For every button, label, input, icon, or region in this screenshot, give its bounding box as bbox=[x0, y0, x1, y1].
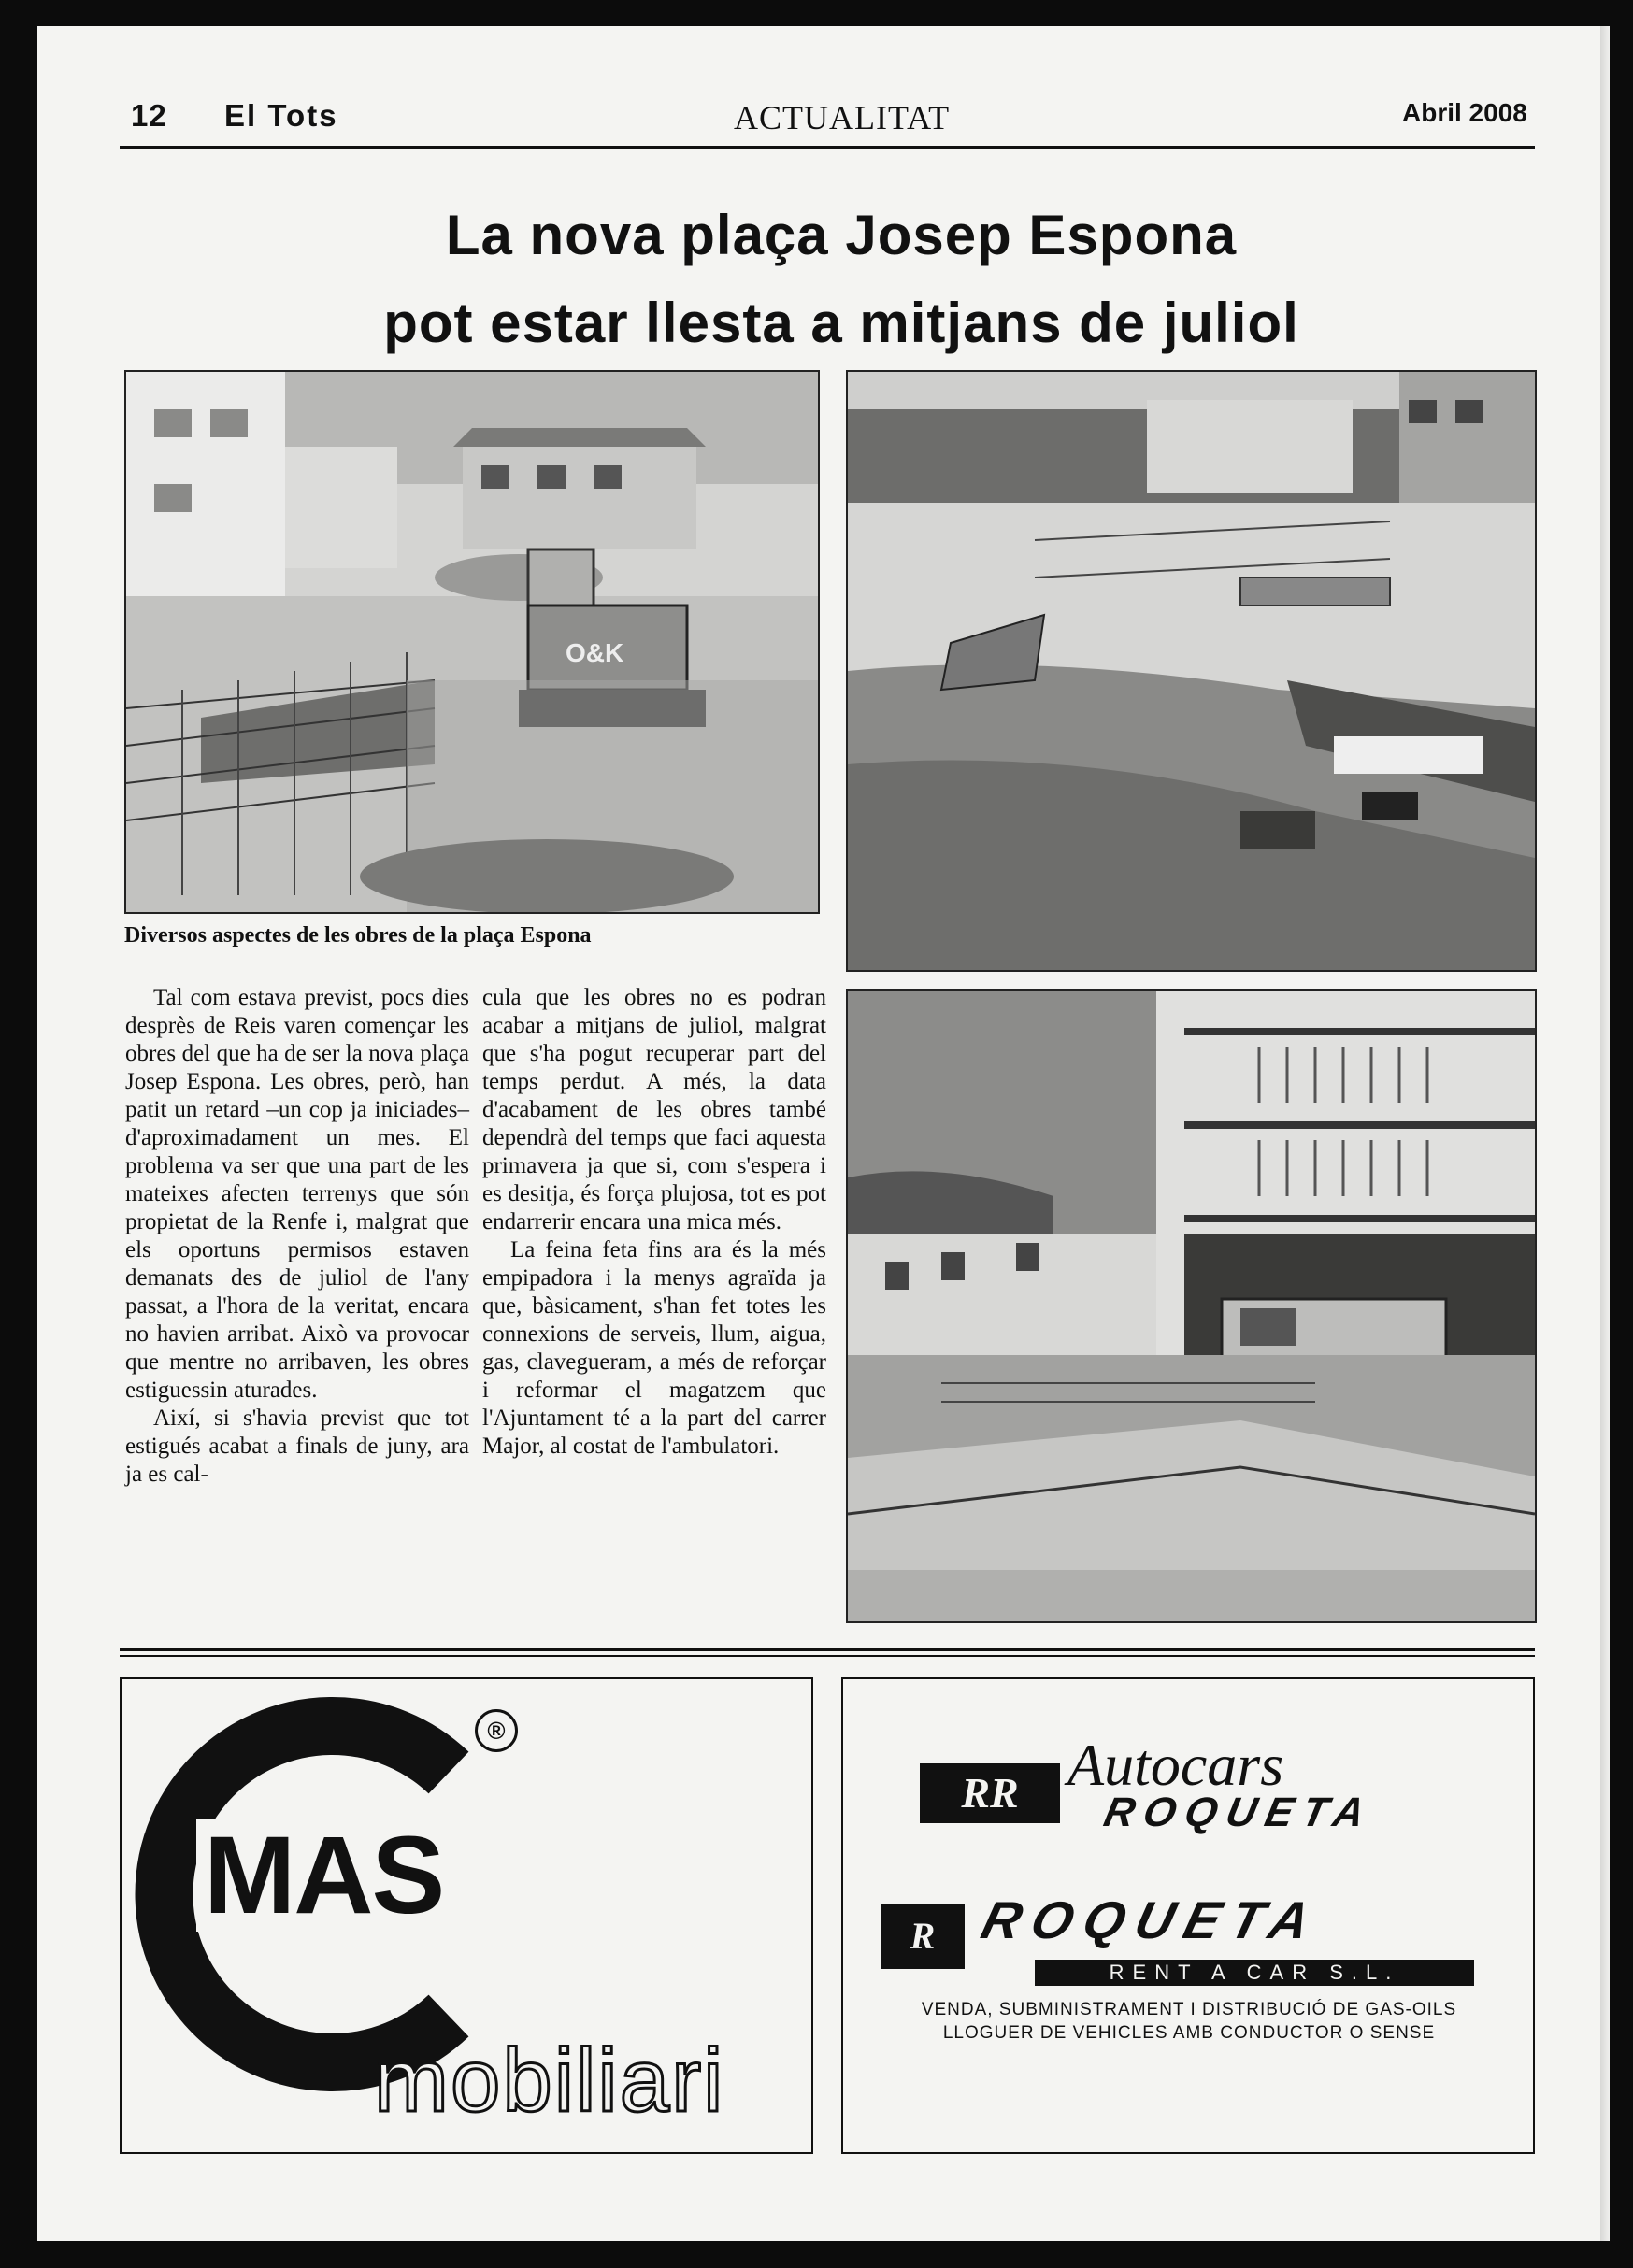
ad-roqueta bbox=[841, 1677, 1535, 2154]
photo-excavator-image bbox=[126, 372, 818, 912]
photo-caption: Diversos aspectes de les obres de la plaça Espona bbox=[124, 923, 592, 948]
publication-name: El Tots bbox=[224, 98, 338, 133]
ad-mas-mobiliari bbox=[120, 1677, 813, 2154]
excavator-sign: O&K bbox=[566, 638, 624, 667]
mas-wordmark: MAS bbox=[196, 1819, 451, 1932]
article-title-line1: La nova plaça Josep Espona bbox=[445, 204, 1238, 266]
photo-trench-image bbox=[848, 372, 1535, 970]
header-rule bbox=[120, 146, 1535, 149]
autocars-script: Autocars bbox=[1067, 1732, 1284, 1798]
mobiliari-wordmark: mobiliari bbox=[374, 2031, 725, 2131]
photo-excavator bbox=[124, 370, 820, 914]
article-title bbox=[280, 192, 1402, 367]
photo-street-image bbox=[848, 991, 1535, 1621]
roqueta-rent-wordmark: ROQUETA bbox=[976, 1890, 1327, 1949]
rent-a-car-bar: RENT A CAR S.L. bbox=[1035, 1960, 1474, 1986]
page-number: 12 bbox=[131, 98, 167, 133]
paragraph: Així, si s'havia previst que tot estigués acabat a finals de juny, ara ja es cal- bbox=[125, 1405, 469, 1487]
paragraph: Tal com estava previst, pocs dies desprès de Reis varen començar les obres del que ha de ser la nova plaça Josep Espona. Les obres, però, han patit un retard –un cop ja iniciades– d'aproximadament un mes. El problema va ser que una part de les mateixes afecten terrenys que són propietat de la Renfe i, malgrat que els oportuns permisos estaven demanats des de juliol de l'any passat, a l'hora de la veritat, encara no havien arribat. Això va provocar que mentre no arribaven, les obres estiguessin aturades. bbox=[125, 985, 469, 1403]
roqueta-logo-mark: RR bbox=[920, 1763, 1060, 1823]
article-title-line2: pot estar llesta a mitjans de juliol bbox=[383, 292, 1299, 354]
paragraph: La feina feta fins ara és la més empipadora i la menys agraïda ja que, bàsicament, s'han fet totes les connexions de serveis, llum, aigua, gas, clavegueram, a més de reforçar i reformar el magatzem que l'Ajuntament té a la part del carrer Major, al costat de l'ambulatori. bbox=[482, 1237, 826, 1459]
page-edge bbox=[1600, 26, 1610, 2241]
registered-mark: ® bbox=[475, 1709, 518, 1752]
issue-date: Abril 2008 bbox=[1402, 98, 1527, 127]
roqueta-wordmark: ROQUETA bbox=[1099, 1790, 1379, 1835]
article-column-2 bbox=[482, 984, 826, 1461]
article-column-1 bbox=[125, 984, 469, 1489]
services-line-2: LLOGUER DE VEHICLES AMB CONDUCTOR O SENSE bbox=[942, 2023, 1436, 2043]
paragraph: cula que les obres no es podran acabar a mitjans de juliol, malgrat que s'ha pogut recuperar part del temps perdut. A més, la data d'acabament de les obres també dependrà del temps que faci aquesta primavera ja que si, com s'espera i es desitja, és força plujosa, tot es pot endarrerir encara una mica més. bbox=[482, 985, 826, 1234]
section-name: ACTUALITAT bbox=[734, 99, 951, 136]
services-line-1: VENDA, SUBMINISTRAMENT I DISTRIBUCIÓ DE GAS-OILS bbox=[921, 2000, 1457, 2019]
roqueta-rent-logo-mark: R bbox=[881, 1904, 965, 1969]
ads-rule-thin bbox=[120, 1655, 1535, 1657]
photo-trench bbox=[846, 370, 1537, 972]
photo-street bbox=[846, 989, 1537, 1623]
ads-rule-thick bbox=[120, 1648, 1535, 1651]
